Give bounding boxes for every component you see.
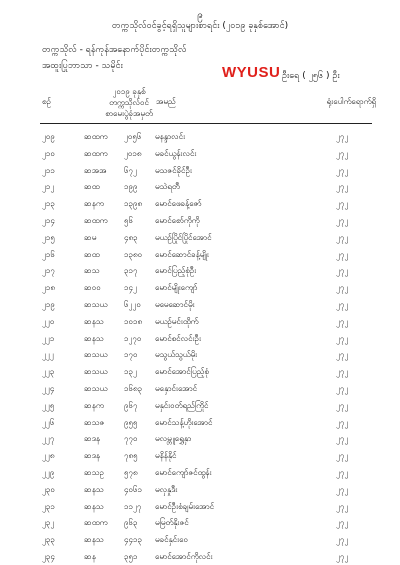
table-row bbox=[40, 296, 380, 313]
header-divider bbox=[40, 123, 372, 124]
row-student-name: မလှနှုဒီး bbox=[155, 484, 178, 494]
row-exam-number: ၁၆၈၃ bbox=[124, 383, 143, 393]
table-row bbox=[40, 397, 380, 414]
row-signature: ၂၇၂ bbox=[336, 383, 349, 393]
row-student-name: မောင်ဆောင်ခန့်မျိုး bbox=[155, 249, 209, 259]
row-serial-number: ၂၁၉ bbox=[42, 299, 55, 309]
row-serial-number: ၂၃၃ bbox=[42, 535, 55, 545]
table-row bbox=[40, 162, 380, 179]
row-exam-prefix: ဆသဇ bbox=[84, 417, 105, 427]
row-exam-number: ၁၄၂ bbox=[124, 283, 137, 293]
row-signature: ၂၇၂ bbox=[336, 249, 349, 259]
row-signature: ၂၇၂ bbox=[336, 266, 349, 276]
row-serial-number: ၂၃၄ bbox=[42, 551, 55, 561]
row-exam-prefix: ဆဒန bbox=[84, 451, 101, 461]
table-row bbox=[40, 330, 380, 347]
row-exam-prefix: ဆနသ bbox=[84, 333, 104, 343]
row-serial-number: ၂၁၅ bbox=[42, 232, 55, 242]
row-signature: ၂၇၂ bbox=[336, 165, 349, 175]
row-exam-number: ၅၇၈ bbox=[124, 467, 138, 477]
table-row bbox=[40, 145, 380, 162]
row-exam-number: ၃၅၁ bbox=[124, 551, 138, 561]
row-signature: ၂၇၂ bbox=[336, 417, 349, 427]
row-student-name: မယဉ်ပြိုင်ပြိုင်အောင် bbox=[155, 232, 212, 242]
row-student-name: မမြတ်နိုးဇင် bbox=[155, 518, 189, 528]
table-row bbox=[40, 363, 380, 380]
row-signature: ၂၇၂ bbox=[336, 283, 349, 293]
row-exam-prefix: ဆနက bbox=[84, 199, 104, 209]
row-exam-number: ၉၆၃ bbox=[124, 518, 138, 528]
row-exam-prefix: ဆသယ bbox=[84, 299, 108, 309]
row-exam-prefix: ဆသ bbox=[84, 266, 100, 276]
row-serial-number: ၂၂၉ bbox=[42, 467, 55, 477]
row-exam-number: ၄၄၁၃ bbox=[124, 535, 142, 545]
row-exam-number: ၂၀၁၈ bbox=[124, 148, 142, 158]
row-student-name: မောင်ဦးစံချမ်းအောင် bbox=[155, 501, 215, 511]
row-signature: ၂၇၂ bbox=[336, 467, 349, 477]
table-row bbox=[40, 128, 380, 145]
major-subject-line: အထူးပြုဘာသာ - သမိုင်း bbox=[42, 61, 123, 71]
row-exam-prefix: ဆဝဝ bbox=[84, 283, 101, 293]
table-row bbox=[40, 346, 380, 363]
row-exam-number: ၁၂၇၀ bbox=[124, 333, 142, 343]
row-exam-number: ၁၃၉၈ bbox=[124, 199, 143, 209]
row-serial-number: ၂၃၁ bbox=[42, 501, 55, 511]
row-exam-prefix: ဆထက bbox=[84, 148, 108, 158]
table-row bbox=[40, 447, 380, 464]
row-signature: ၂၇၂ bbox=[336, 501, 349, 511]
row-student-name: မောင်သန့်ဟိုးအောင် bbox=[155, 417, 213, 427]
row-exam-prefix: ဆထ bbox=[84, 249, 100, 259]
row-exam-prefix: ဆထ bbox=[84, 182, 100, 192]
row-student-name: မသဲရတီ bbox=[155, 182, 180, 192]
row-student-name: မောင်စင်လင်းဦး bbox=[155, 333, 202, 343]
header-registration-number bbox=[92, 86, 166, 119]
row-signature: ၂၇၂ bbox=[336, 451, 349, 461]
row-exam-prefix: ဆသယ bbox=[84, 350, 108, 360]
table-row bbox=[40, 548, 380, 565]
row-student-name: မနိန်နိုင် bbox=[155, 451, 177, 461]
row-signature: ၂၇၂ bbox=[336, 333, 349, 343]
row-student-name: မလမ္ဘူရွှေနှာ bbox=[155, 434, 192, 444]
table-row bbox=[40, 514, 380, 531]
row-exam-number: ၄၀၆၁ bbox=[124, 484, 142, 494]
row-signature: ၂၇၂ bbox=[336, 232, 349, 242]
table-row bbox=[40, 531, 380, 548]
row-student-name: မသွယ်သွယ်မိုး bbox=[155, 350, 198, 360]
row-serial-number: ၂၂၀ bbox=[42, 316, 55, 326]
row-student-name: မမေဆောင်မိုး bbox=[155, 299, 195, 309]
row-exam-prefix: ဆနသ bbox=[84, 316, 104, 326]
header-reg-line2: တက္ကသိုလ်ဝင် bbox=[109, 98, 149, 107]
row-serial-number: ၂၂၇ bbox=[42, 434, 55, 444]
table-row bbox=[40, 262, 380, 279]
row-serial-number: ၂၀၉ bbox=[42, 132, 55, 141]
row-student-name: မသဇင်ခိုင်ဦး bbox=[155, 165, 192, 175]
university-line: တက္ကသိုလ် - ရန်ကုန်အနောက်ပိုင်းတက္ကသိုလ် bbox=[42, 45, 187, 55]
table-row bbox=[40, 481, 380, 498]
row-serial-number: ၂၁၄ bbox=[42, 215, 55, 225]
row-signature: ၂၇၂ bbox=[336, 316, 349, 326]
row-serial-number: ၂၂၈ bbox=[42, 451, 55, 461]
row-exam-prefix: ဆမ bbox=[84, 232, 97, 242]
table-row bbox=[40, 430, 380, 447]
row-exam-prefix: ဆသယ bbox=[84, 383, 108, 393]
row-exam-prefix: ဆသဥ bbox=[84, 467, 104, 477]
row-exam-prefix: ဆန bbox=[84, 551, 96, 561]
table-row bbox=[40, 212, 380, 229]
row-serial-number: ၂၃၂ bbox=[42, 518, 55, 528]
row-exam-number: ၆၂၂၀ bbox=[124, 299, 141, 309]
row-serial-number: ၂၁၆ bbox=[42, 249, 55, 259]
row-serial-number: ၂၁၁ bbox=[42, 165, 55, 175]
row-student-name: မောင်စော်ကိုကို bbox=[155, 215, 200, 225]
row-exam-number: ၁၃၂ bbox=[124, 367, 137, 377]
row-exam-number: ၇၈၅ bbox=[124, 451, 138, 461]
row-student-name: မနှောင်းအောင် bbox=[155, 383, 198, 393]
row-student-name: မောင်အောင်ပြည့်စုံ bbox=[155, 367, 209, 377]
row-signature: ၂၇၂ bbox=[336, 148, 349, 158]
row-exam-number: ၁၁၂၇ bbox=[124, 501, 142, 511]
row-student-name: မောင်မျိုးကျော် bbox=[155, 283, 198, 293]
table-row bbox=[40, 279, 380, 296]
table-row bbox=[40, 498, 380, 515]
page-number: ၉ bbox=[197, 10, 203, 21]
row-exam-prefix: ဆထက bbox=[84, 132, 108, 141]
row-serial-number: ၂၁၇ bbox=[42, 266, 55, 276]
row-signature: ၂၇၂ bbox=[336, 518, 349, 528]
row-exam-prefix: ဆထက bbox=[84, 215, 108, 225]
row-signature: ၂၇၂ bbox=[336, 199, 349, 209]
row-signature: ၂၇၂ bbox=[336, 434, 349, 444]
row-exam-number: ၁၉၉ bbox=[124, 182, 138, 192]
table-row bbox=[40, 229, 380, 246]
row-signature: ၂၇၂ bbox=[336, 535, 349, 545]
header-reg-line3: စာမေးပွဲခုံအမှတ် bbox=[105, 109, 153, 118]
table-header bbox=[40, 86, 380, 122]
row-serial-number: ၂၁၂ bbox=[42, 182, 55, 192]
row-exam-prefix: ဆသယ bbox=[84, 367, 108, 377]
row-signature: ၂၇၂ bbox=[336, 551, 349, 561]
row-student-name: မောင်ဖေခန့်ဇော် bbox=[155, 199, 202, 209]
row-exam-prefix: ဆနသ bbox=[84, 484, 104, 494]
row-exam-prefix: ဆဒန bbox=[84, 434, 101, 444]
row-student-name: မခင်နှင်းဝေ bbox=[155, 535, 188, 545]
row-serial-number: ၂၁၀ bbox=[42, 148, 55, 158]
table-row bbox=[40, 246, 380, 263]
row-exam-prefix: ဆနက bbox=[84, 400, 104, 410]
row-student-name: မခင်ယွန်းလင်း bbox=[155, 148, 197, 158]
row-exam-number: ၇၇၀ bbox=[124, 434, 138, 444]
row-serial-number: ၂၂၄ bbox=[42, 383, 55, 393]
header-reg-line1: ၂၀၁၉ ခုနှစ် bbox=[112, 87, 146, 96]
row-exam-number: ၁၃၈၀ bbox=[124, 249, 143, 259]
row-serial-number: ၂၂၂ bbox=[42, 350, 54, 360]
row-serial-number: ၂၃၀ bbox=[42, 484, 55, 494]
row-signature: ၂၇၂ bbox=[336, 400, 349, 410]
row-serial-number: ၂၂၆ bbox=[42, 417, 55, 427]
row-signature: ၂၇၂ bbox=[336, 182, 349, 192]
row-signature: ၂၇၂ bbox=[336, 132, 349, 141]
row-exam-number: ၆၇၂ bbox=[124, 165, 137, 175]
row-student-name: မနန္ဒာလင်း bbox=[155, 132, 186, 141]
row-exam-number: ၉၅၅ bbox=[124, 417, 138, 427]
row-exam-number: ၄၈၃ bbox=[124, 232, 138, 242]
row-exam-number: ၂၀၅၆ bbox=[124, 132, 142, 141]
table-row bbox=[40, 380, 380, 397]
row-serial-number: ၂၂၃ bbox=[42, 367, 55, 377]
table-row bbox=[40, 313, 380, 330]
row-student-name: မောင်ပြည့်စုံဦး bbox=[155, 266, 197, 276]
document-title: တက္ကသိုလ်ဝင်ခွင့်ရရှိသူများစာရင်း (၂၀၁၉ ခုနှစ်အောင်) bbox=[111, 21, 289, 31]
table-row bbox=[40, 464, 380, 481]
row-exam-prefix: ဆနသ bbox=[84, 535, 104, 545]
row-serial-number: ၂၂၁ bbox=[42, 333, 55, 343]
total-count: ဦးရေ ( ၂၅၆ ) ဦး bbox=[282, 71, 340, 81]
row-exam-prefix: ဆထက bbox=[84, 518, 108, 528]
row-serial-number: ၂၁၃ bbox=[42, 199, 55, 209]
row-exam-number: ၉၆၇ bbox=[124, 400, 138, 410]
row-serial-number: ၂၂၅ bbox=[42, 400, 55, 410]
row-student-name: မောင်အောင်ကိုလင်း bbox=[155, 551, 213, 561]
table-body bbox=[40, 128, 380, 565]
watermark-logo: WYUSU bbox=[222, 64, 281, 81]
row-exam-prefix: ဆအအ bbox=[84, 165, 107, 175]
row-signature: ၂၇၂ bbox=[336, 350, 349, 360]
row-exam-number: ၁၀၁၈ bbox=[124, 316, 143, 326]
row-signature: ၂၇၂ bbox=[336, 484, 349, 494]
row-exam-number: ၅၆ bbox=[124, 215, 133, 225]
header-name: အမည် bbox=[156, 97, 176, 106]
row-signature: ၂၇၂ bbox=[336, 367, 349, 377]
row-student-name: မနှင်းဝတ်ရည်ကြိုင် bbox=[155, 400, 209, 410]
row-serial-number: ၂၁၈ bbox=[42, 283, 55, 293]
row-signature: ၂၇၂ bbox=[336, 299, 349, 309]
row-exam-number: ၁၇၀ bbox=[124, 350, 138, 360]
row-signature: ၂၇၂ bbox=[336, 215, 349, 225]
row-exam-prefix: ဆနသ bbox=[84, 501, 104, 511]
row-student-name: မောင်ကျော်ဇင်ထွန်း bbox=[155, 467, 212, 477]
header-signature: ရုံးပေါက်ရောက်ရှိ bbox=[326, 97, 376, 106]
row-exam-number: ၃၁၇ bbox=[124, 266, 138, 276]
table-row bbox=[40, 414, 380, 431]
table-row bbox=[40, 178, 380, 195]
table-row bbox=[40, 195, 380, 212]
row-student-name: မယဉ်မင်းထိုက် bbox=[155, 316, 199, 326]
header-serial-number: စဉ် bbox=[42, 97, 51, 106]
